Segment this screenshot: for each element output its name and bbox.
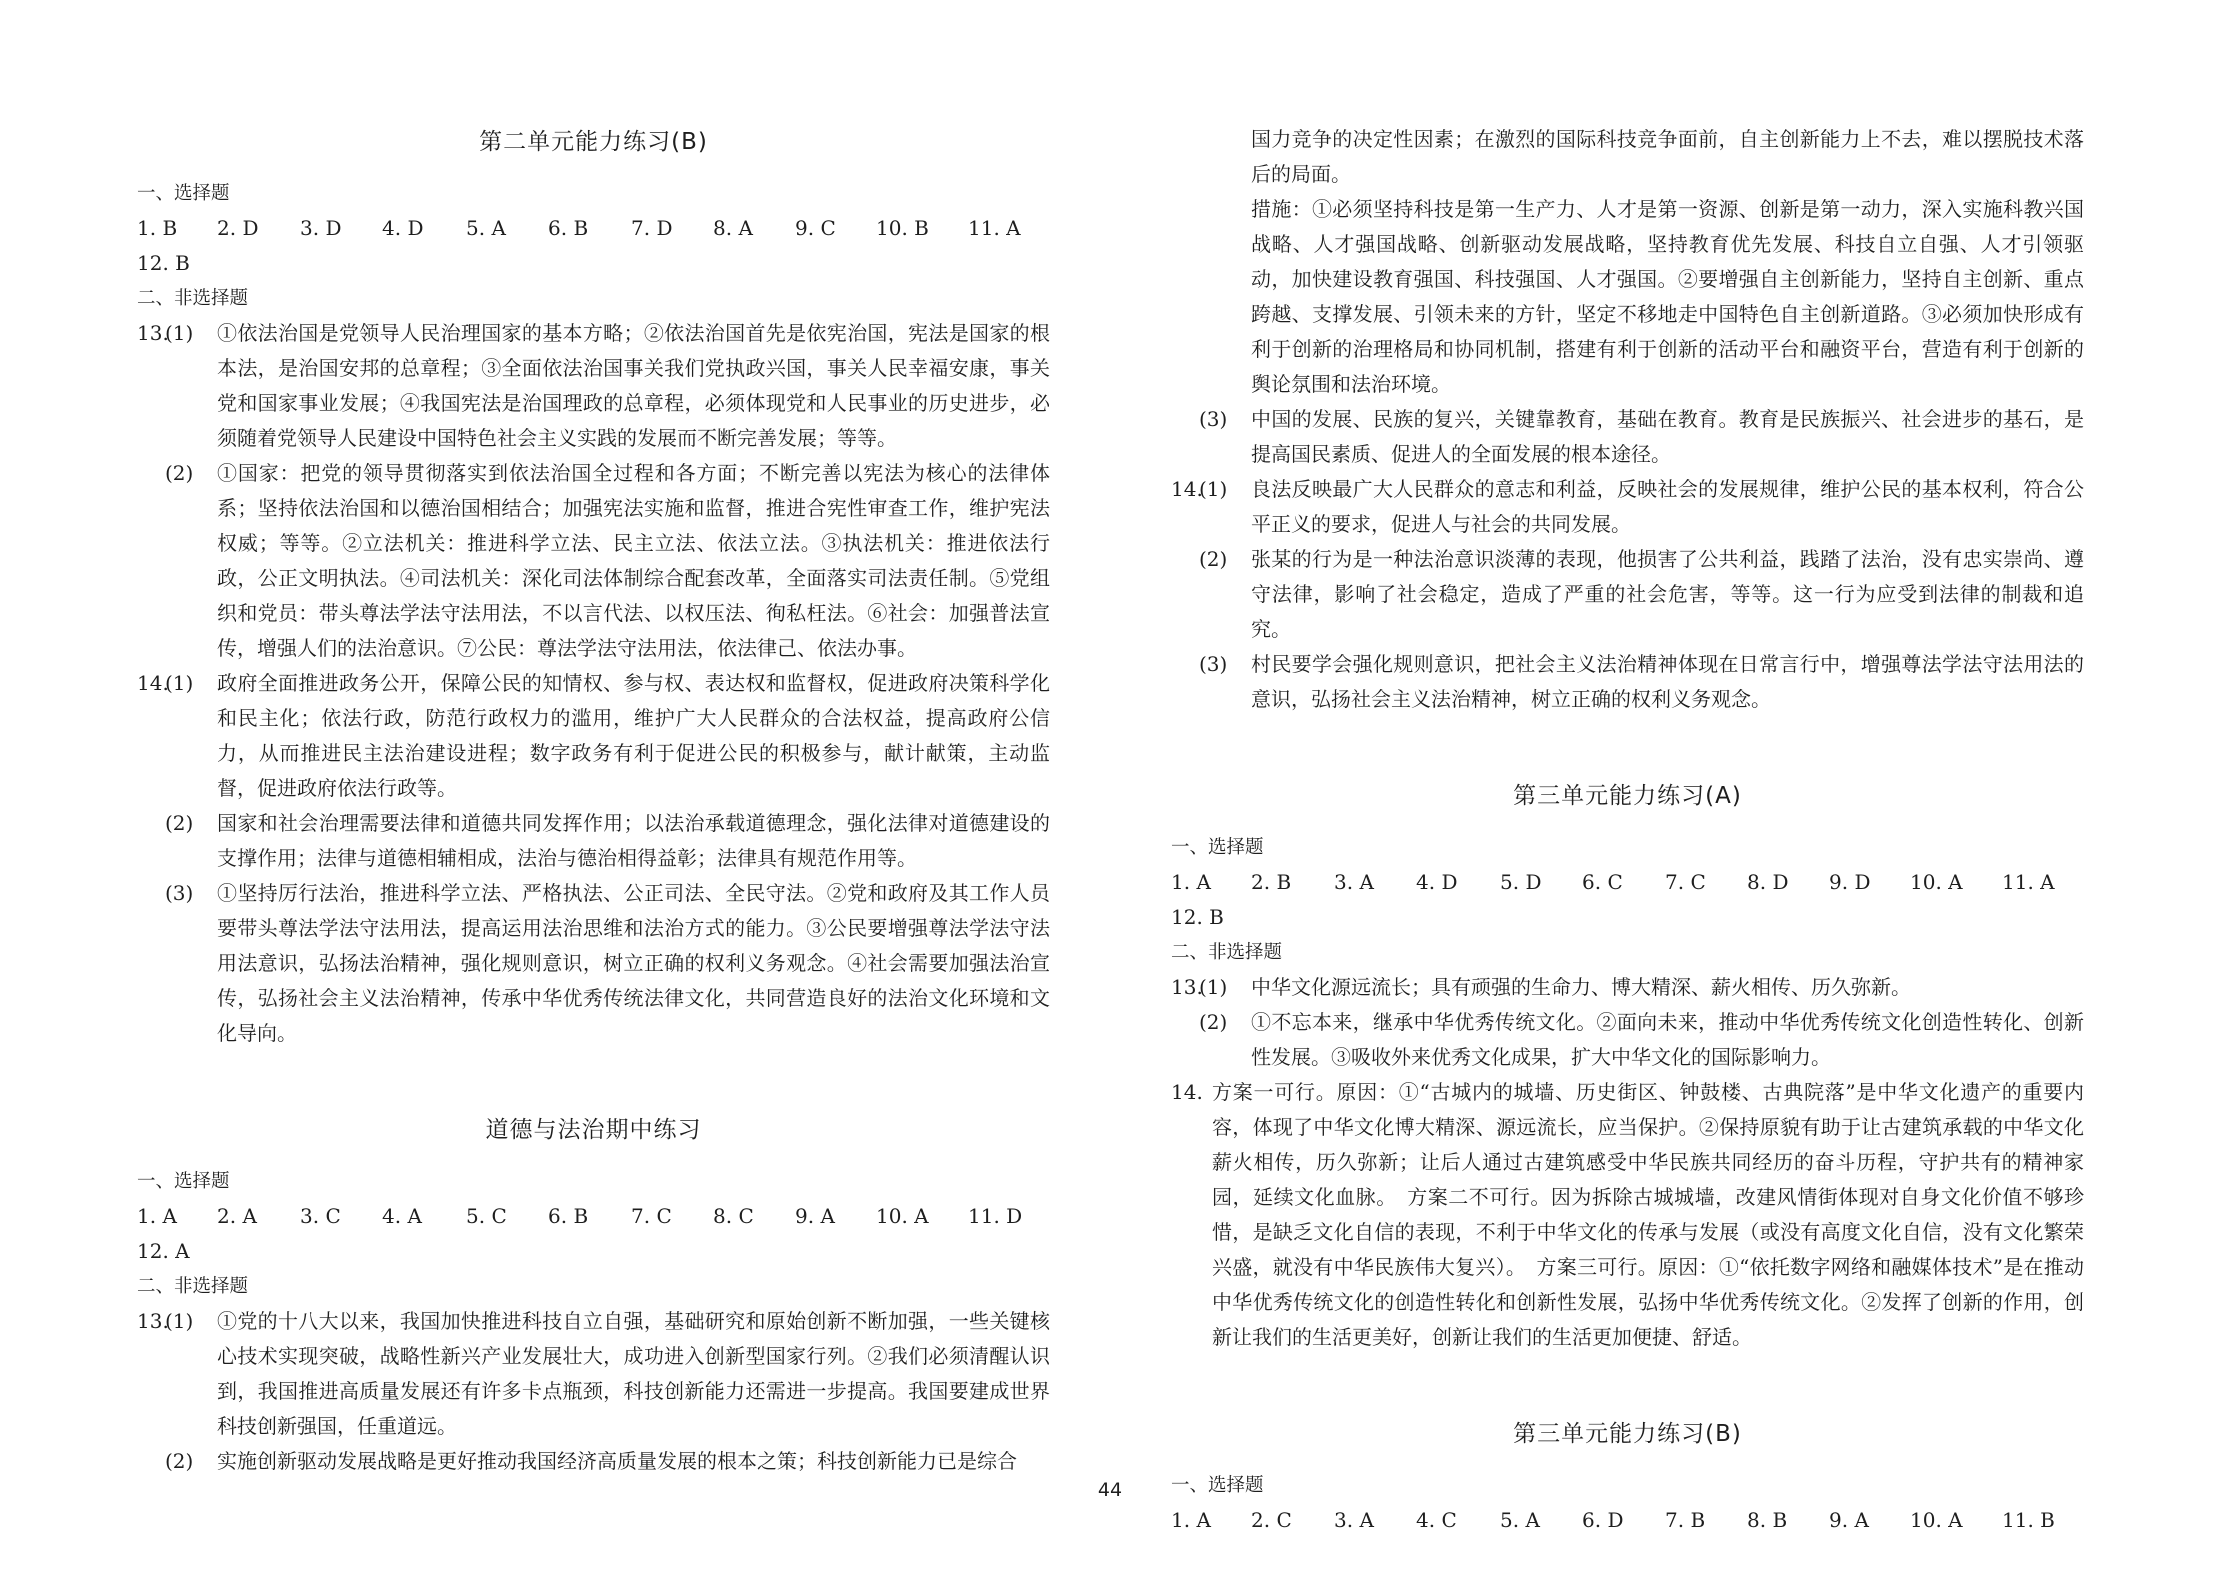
- mc-answer: 5. C: [466, 1204, 507, 1228]
- mc-heading: 一、选择题: [1171, 1475, 1264, 1496]
- mc-answer-row: [137, 1199, 1050, 1234]
- left-column: [137, 122, 1050, 1479]
- part-label: (2): [1199, 547, 1228, 571]
- mc-answer: 11. A: [2002, 870, 2055, 894]
- non-mc-heading: 二、非选择题: [137, 288, 249, 309]
- mc-answer: 9. D: [1829, 870, 1871, 894]
- question-number: 13.: [1171, 975, 1203, 999]
- mc-answer-row: [1171, 865, 2084, 900]
- question-13: [137, 316, 1050, 456]
- mc-answer: 2. C: [1251, 1508, 1292, 1532]
- mc-answer: 11. D: [968, 1204, 1023, 1228]
- mc-answer-row: [1171, 900, 2084, 935]
- answer-text: ①依法治国是党领导人民治理国家的基本方略；②依法治国首先是依宪治国，宪法是国家的根本法，是治国安邦的总章程；③全面依法治国事关我们党执政兴国，事关人民幸福安康，事关党和国家事业发展；④我国宪法是治国理政的总章程，必须体现党和人民事业的历史进步，必须随着党领导人民建设中国特色社会主义实践的发展而不断完善发展；等等。: [217, 321, 1050, 450]
- mc-answer: 11. B: [2002, 1508, 2055, 1532]
- question-14-part-2: [137, 806, 1050, 876]
- part-label: (1): [165, 321, 194, 345]
- mc-answer: 3. C: [300, 1204, 341, 1228]
- mc-answer: 4. D: [1416, 870, 1458, 894]
- mc-answer: 12. B: [1171, 905, 1224, 929]
- mc-heading: 一、选择题: [1171, 837, 1264, 858]
- non-mc-heading: 二、非选择题: [137, 1276, 249, 1297]
- answer-text-measures: 措施：①必须坚持科技是第一生产力、人才是第一资源、创新是第一动力，深入实施科教兴国战略、人才强国战略、创新驱动发展战略，坚持教育优先发展、科技自立自强、人才引领驱动，加快建设教育强国、科技强国、人才强国。②要增强自主创新能力，坚持自主创新、重点跨越、支撑发展、引领未来的方针，坚定不移地走中国特色自主创新道路。③必须加快形成有利于创新的治理格局和协同机制，搭建有利于创新的活动平台和融资平台，营造有利于创新的舆论氛围和法治环境。: [1251, 197, 2084, 396]
- mc-answer: 9. C: [795, 216, 836, 240]
- mc-answer: 2. D: [217, 216, 259, 240]
- question-number: 14.: [1171, 477, 1203, 501]
- mc-answer: 4. D: [382, 216, 424, 240]
- mc-answer: 4. A: [382, 1204, 422, 1228]
- mc-heading: 一、选择题: [137, 183, 230, 204]
- mc-answer: 7. D: [631, 216, 673, 240]
- mc-answer: 9. A: [795, 1204, 835, 1228]
- answer-text: 中华文化源远流长；具有顽强的生命力、博大精深、薪火相传、历久弥新。: [1251, 975, 1911, 999]
- page-number: 44: [1097, 1479, 1123, 1501]
- question-13-part-3: [1171, 402, 2084, 472]
- part-label: (1): [1199, 477, 1228, 501]
- question-14: [137, 666, 1050, 806]
- question-13-part-2: [137, 1444, 1050, 1479]
- answer-text: 村民要学会强化规则意识，把社会主义法治精神体现在日常言行中，增强尊法学法守法用法的意识，弘扬社会主义法治精神，树立正确的权利义务观念。: [1251, 652, 2084, 711]
- part-label: (1): [165, 1309, 194, 1333]
- question-number: 13.: [137, 321, 169, 345]
- answer-text: ①坚持厉行法治，推进科学立法、严格执法、公正司法、全民守法。②党和政府及其工作人员要带头尊法学法守法用法，提高运用法治思维和法治方式的能力。③公民要增强尊法学法守法用法意识，弘扬法治精神，强化规则意识，树立正确的权利义务观念。④社会需要加强法治宣传，弘扬社会主义法治精神，传承中华优秀传统法律文化，共同营造良好的法治文化环境和文化导向。: [217, 881, 1050, 1045]
- mc-answer: 6. D: [1582, 1508, 1624, 1532]
- question-14: [1171, 472, 2084, 542]
- mc-answer: 6. C: [1582, 870, 1623, 894]
- part-label: (2): [165, 811, 194, 835]
- part-label: (2): [165, 1449, 194, 1473]
- mc-answer: 3. A: [1334, 1508, 1374, 1532]
- answer-text: 张某的行为是一种法治意识淡薄的表现，他损害了公共利益，践踏了法治，没有忠实崇尚、遵守法律，影响了社会稳定，造成了严重的社会危害，等等。这一行为应受到法律的制裁和追究。: [1251, 547, 2084, 641]
- mc-answer: 7. C: [631, 1204, 672, 1228]
- mc-answer: 7. B: [1665, 1508, 1706, 1532]
- question-13-part-2: [137, 456, 1050, 666]
- part-label: (2): [1199, 1010, 1228, 1034]
- mc-answer: 2. B: [1251, 870, 1292, 894]
- mc-answer: 1. A: [1171, 1508, 1211, 1532]
- mc-answer: 12. B: [137, 251, 190, 275]
- mc-answer-row: [137, 1234, 1050, 1269]
- question-14-part-3: [137, 876, 1050, 1051]
- mc-heading: 一、选择题: [137, 1171, 230, 1192]
- question-13-part-2: [1171, 1005, 2084, 1075]
- question-13: [137, 1304, 1050, 1444]
- question-13: [1171, 970, 2084, 1005]
- mc-answer: 8. B: [1747, 1508, 1788, 1532]
- question-14-part-3: [1171, 647, 2084, 717]
- section-title-midterm: 道德与法治期中练习: [485, 1117, 702, 1143]
- mc-answer: 4. C: [1416, 1508, 1457, 1532]
- question-14-part-2: [1171, 542, 2084, 647]
- answer-text: 国家和社会治理需要法律和道德共同发挥作用；以法治承载道德理念，强化法律对道德建设的支撑作用；法律与道德相辅相成，法治与德治相得益彰；法律具有规范作用等。: [217, 811, 1050, 870]
- mc-answer: 1. B: [137, 216, 178, 240]
- question-number: 13.: [137, 1309, 169, 1333]
- mc-answer-row: [1171, 1503, 2084, 1538]
- mc-answer: 12. A: [137, 1239, 190, 1263]
- non-mc-heading: 二、非选择题: [1171, 942, 1283, 963]
- answer-text: ①不忘本来，继承中华优秀传统文化。②面向未来，推动中华优秀传统文化创造性转化、创新性发展。③吸收外来优秀文化成果，扩大中华文化的国际影响力。: [1251, 1010, 2084, 1069]
- mc-answer: 10. A: [876, 1204, 929, 1228]
- mc-answer: 1. A: [1171, 870, 1211, 894]
- mc-answer: 10. A: [1910, 870, 1963, 894]
- mc-answer: 3. A: [1334, 870, 1374, 894]
- mc-answer: 5. A: [466, 216, 506, 240]
- mc-answer: 3. D: [300, 216, 342, 240]
- mc-answer: 9. A: [1829, 1508, 1869, 1532]
- mc-answer: 10. B: [876, 216, 929, 240]
- section-title-unit3a: 第三单元能力练习(A): [1513, 783, 1742, 809]
- part-label: (3): [165, 881, 194, 905]
- mc-answer: 2. A: [217, 1204, 257, 1228]
- mc-answer: 6. B: [548, 1204, 589, 1228]
- answer-text: 政府全面推进政务公开，保障公民的知情权、参与权、表达权和监督权，促进政府决策科学化和民主化；依法行政，防范行政权力的滥用，维护广大人民群众的合法权益，提高政府公信力，从而推进民主法治建设进程；数字政务有利于促进公民的积极参与，献计献策，主动监督，促进政府依法行政等。: [217, 671, 1050, 800]
- mc-answer: 5. D: [1500, 870, 1542, 894]
- part-label: (3): [1199, 407, 1228, 431]
- mc-answer-row: [137, 246, 1050, 281]
- mc-answer: 8. C: [713, 1204, 754, 1228]
- question-number: 14.: [137, 671, 169, 695]
- answer-text-continued: 国力竞争的决定性因素；在激烈的国际科技竞争面前，自主创新能力上不去，难以摆脱技术落后的局面。: [1251, 127, 2084, 186]
- answer-text: ①党的十八大以来，我国加快推进科技自立自强，基础研究和原始创新不断加强，一些关键核心技术实现突破，战略性新兴产业发展壮大，成功进入创新型国家行列。②我们必须清醒认识到，我国推进高质量发展还有许多卡点瓶颈，科技创新能力还需进一步提高。我国要建成世界科技创新强国，任重道远。: [217, 1309, 1050, 1438]
- answer-text: 良法反映最广大人民群众的意志和利益，反映社会的发展规律，维护公民的基本权利，符合公平正义的要求，促进人与社会的共同发展。: [1251, 477, 2084, 536]
- section-title-unit2b: 第二单元能力练习(B): [479, 129, 708, 155]
- mc-answer: 8. A: [713, 216, 753, 240]
- mc-answer: 6. B: [548, 216, 589, 240]
- mc-answer: 7. C: [1665, 870, 1706, 894]
- mc-answer: 1. A: [137, 1204, 177, 1228]
- mc-answer: 8. D: [1747, 870, 1789, 894]
- part-label: (1): [165, 671, 194, 695]
- part-label: (1): [1199, 975, 1228, 999]
- question-number: 14.: [1171, 1080, 1203, 1104]
- mc-answer-row: [137, 211, 1050, 246]
- part-label: (3): [1199, 652, 1228, 676]
- section-title-unit3b: 第三单元能力练习(B): [1513, 1421, 1742, 1447]
- question-14: [1171, 1075, 2084, 1355]
- mc-answer: 10. A: [1910, 1508, 1963, 1532]
- answer-text: 中国的发展、民族的复兴，关键靠教育，基础在教育。教育是民族振兴、社会进步的基石，是提高国民素质、促进人的全面发展的根本途径。: [1251, 407, 2084, 466]
- mc-answer: 11. A: [968, 216, 1021, 240]
- answer-text: ①国家：把党的领导贯彻落实到依法治国全过程和各方面；不断完善以宪法为核心的法律体系；坚持依法治国和以德治国相结合；加强宪法实施和监督，推进合宪性审查工作，维护宪法权威；等等。②立法机关：推进科学立法、民主立法、依法立法。③执法机关：推进依法行政，公正文明执法。④司法机关：深化司法体制综合配套改革，全面落实司法责任制。⑤党组织和党员：带头尊法学法守法用法，不以言代法、以权压法、徇私枉法。⑥社会：加强普法宣传，增强人们的法治意识。⑦公民：尊法学法守法用法，依法律己、依法办事。: [217, 461, 1050, 660]
- mc-answer: 5. A: [1500, 1508, 1540, 1532]
- answer-text: 实施创新驱动发展战略是更好推动我国经济高质量发展的根本之策；科技创新能力已是综合: [217, 1449, 1017, 1473]
- right-column: [1171, 122, 2084, 1538]
- part-label: (2): [165, 461, 194, 485]
- answer-text: 方案一可行。原因：①“古城内的城墙、历史街区、钟鼓楼、古典院落”是中华文化遗产的重要内容，体现了中华文化博大精深、源远流长，应当保护。②保持原貌有助于让古建筑承载的中华文化薪火相传，历久弥新；让后人通过古建筑感受中华民族共同经历的奋斗历程，守护共有的精神家园，延续文化血脉。 方案二不可行。因为拆除古城城墙，改建风情街体现对自身文化价值不够珍惜，是缺乏文化自信的表现，不利于中华文化的传承与发展（或没有高度文化自信，没有文化繁荣兴盛，就没有中华民族伟大复兴）。 方案三可行。原因：①“依托数字网络和融媒体技术”是在推动中华优秀传统文化的创造性转化和创新性发展，弘扬中华优秀传统文化。②发挥了创新的作用，创新让我们的生活更美好，创新让我们的生活更加便捷、舒适。: [1212, 1080, 2084, 1349]
